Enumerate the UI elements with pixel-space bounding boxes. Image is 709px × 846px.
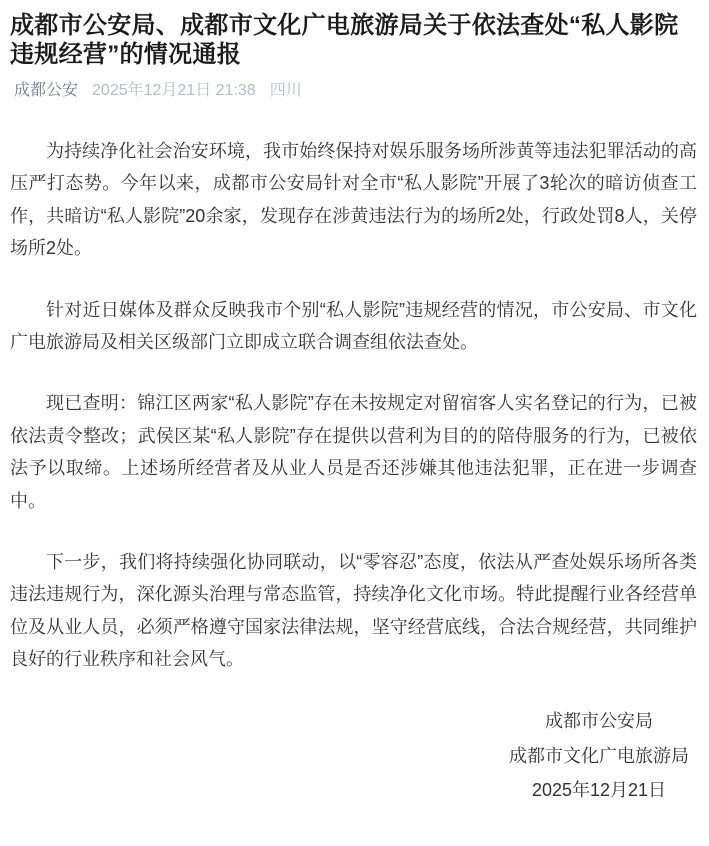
author-name-link[interactable]: 成都公安 bbox=[14, 81, 79, 99]
article-paragraph: 针对近日媒体及群众反映我市个别“私人影院”违规经营的情况，市公安局、市文化广电旅游局及相关区级部门立即成立联合调查组依法查处。 bbox=[10, 299, 697, 352]
article-title: 成都市公安局、成都市文化广电旅游局关于依法查处“私人影院违规经营”的情况通报 bbox=[10, 12, 679, 68]
article-body bbox=[10, 135, 697, 675]
signature-block bbox=[509, 704, 689, 807]
publish-datetime: 2025年12月21日 21:38 bbox=[92, 81, 256, 99]
article-paragraph: 现已查明：锦江区两家“私人影院”存在未按规定对留宿客人实名登记的行为，已被依法责令整改；武侯区某“私人影院”存在提供以营利为目的的陪侍服务的行为，已被依法予以取缔。上述场所经营者及从业人员是否还涉嫌其他违法犯罪，正在进一步调查中。 bbox=[10, 393, 697, 511]
article-paragraph: 下一步，我们将持续强化协同联动，以“零容忍”态度，依法从严查处娱乐场所各类违法违规行为，深化源头治理与常态监管，持续净化文化市场。特此提醒行业各经营单位及从业人员，必须严格遵守国家法律法规，坚守经营底线，合法合规经营，共同维护良好的行业秩序和社会风气。 bbox=[10, 551, 697, 670]
signature-org: 成都市公安局 bbox=[545, 711, 653, 732]
publish-location: 四川 bbox=[269, 81, 302, 99]
byline bbox=[14, 80, 697, 102]
signature-date: 2025年12月21日 bbox=[531, 779, 667, 800]
article-paragraph: 为持续净化社会治安环境，我市始终保持对娱乐服务场所涉黄等违法犯罪活动的高压严打态势。今年以来，成都市公安局针对全市“私人影院”开展了3轮次的暗访侦查工作，共暗访“私人影院”20余家，发现存在涉黄违法行为的场所2处，行政处罚8人，关停场所2处。 bbox=[10, 140, 697, 259]
signature-org: 成都市文化广电旅游局 bbox=[509, 745, 689, 766]
